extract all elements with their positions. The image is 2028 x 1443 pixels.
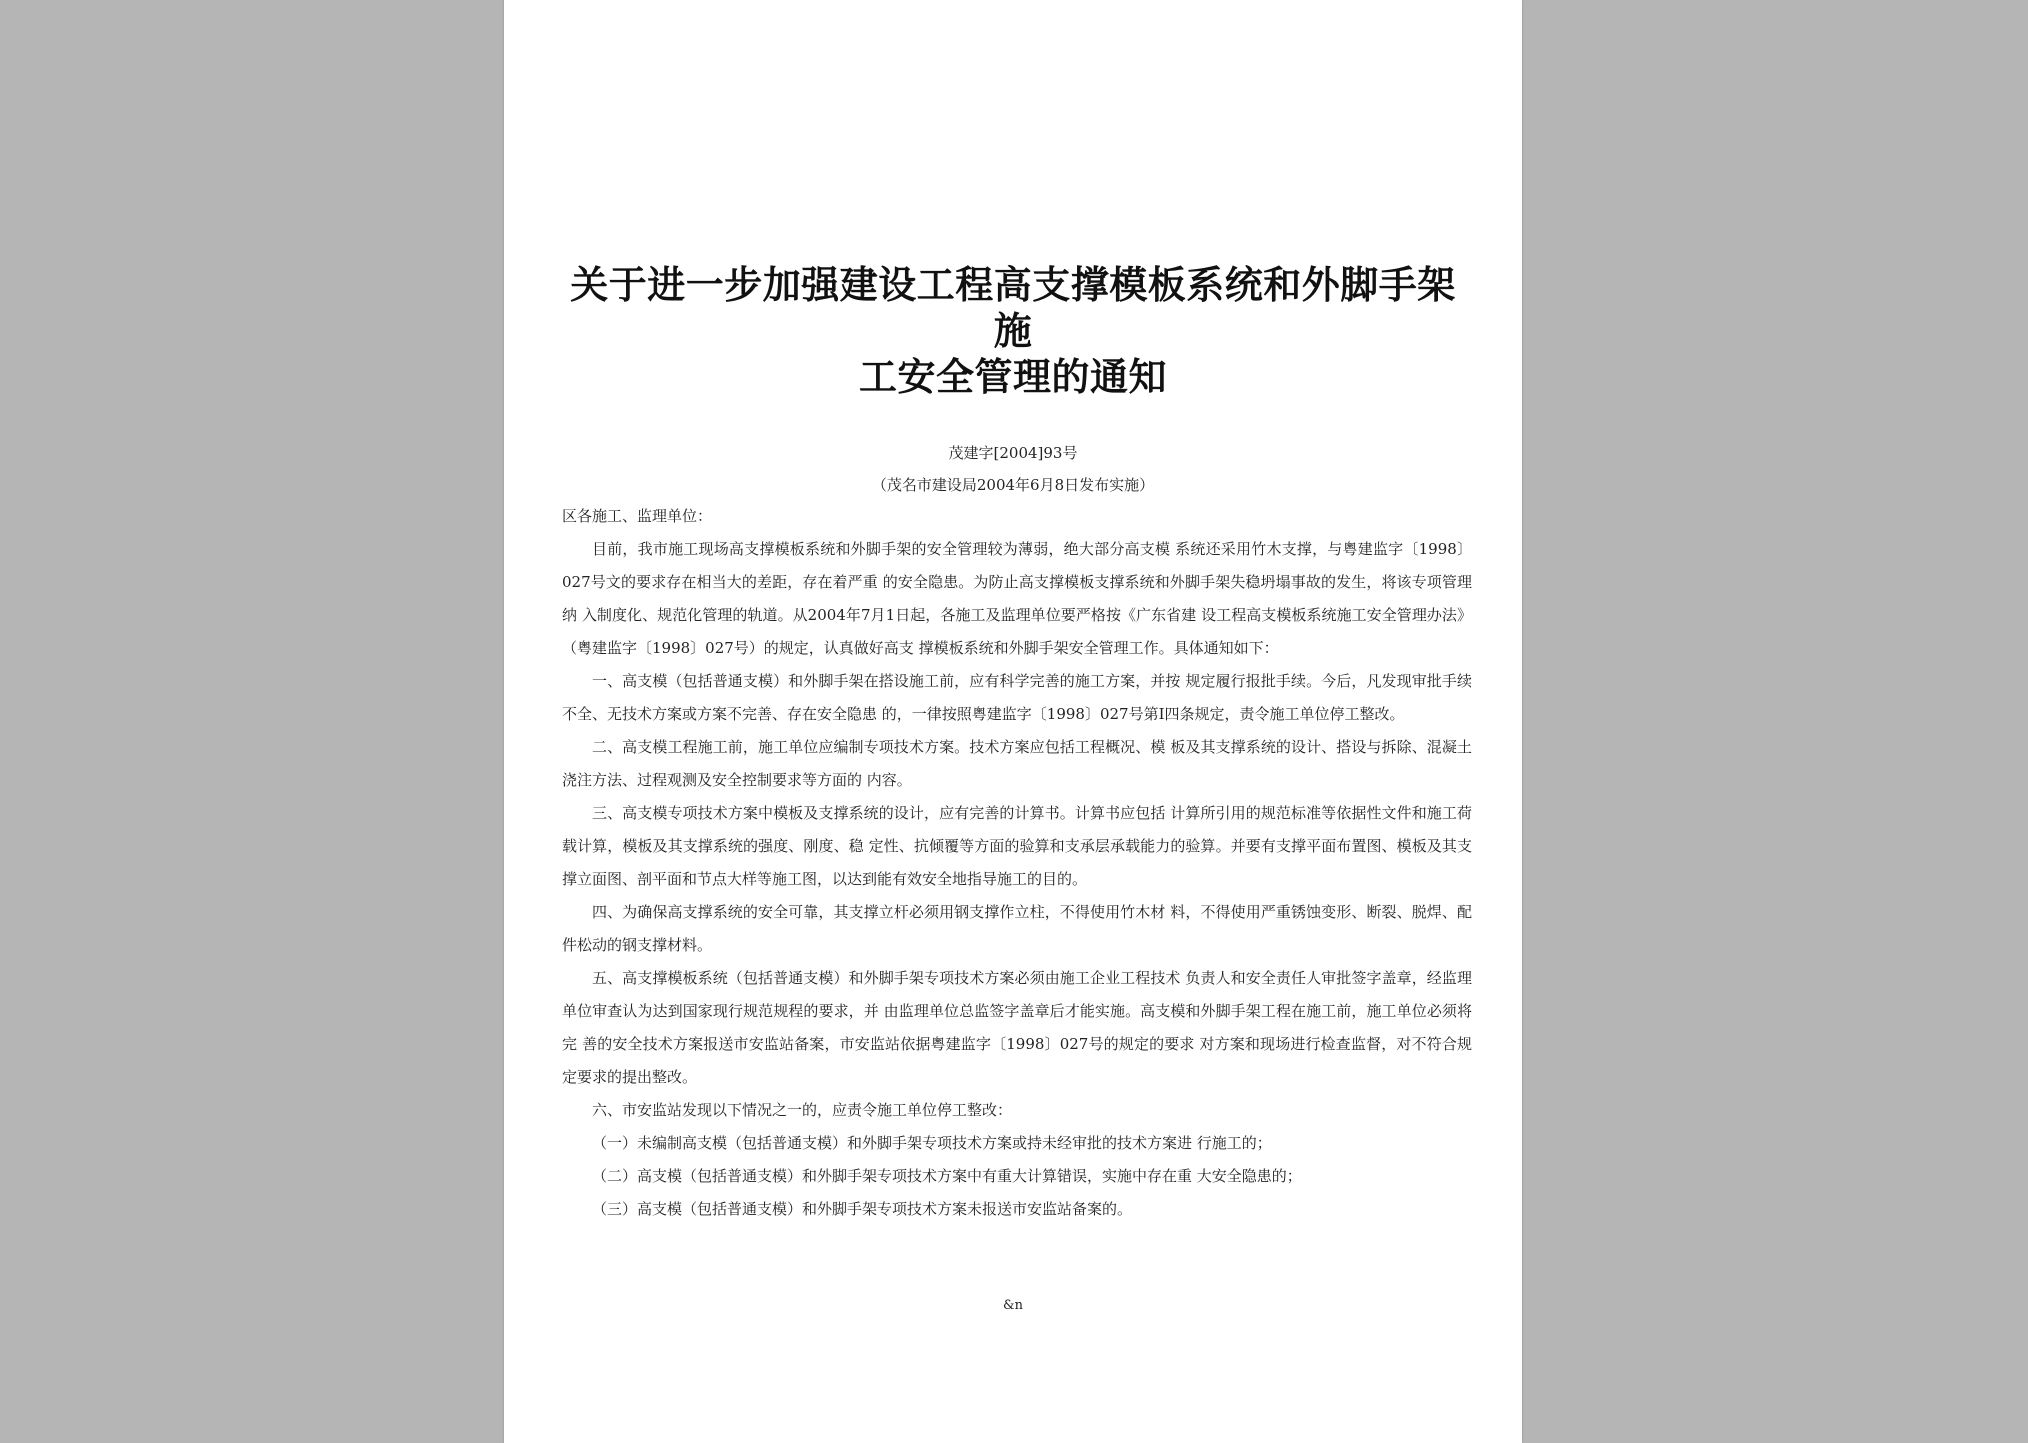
paragraph-intro: 目前，我市施工现场高支撑模板系统和外脚手架的安全管理较为薄弱，绝大部分高支模 系统还采用竹木支撑，与粤建监字〔1998〕027号文的要求存在相当大的差距，存在着严重 的安全隐患。为防止高支撑模板支撑系统和外脚手架失稳坍塌事故的发生，将该专项管理纳 入制度化、规范化管理的轨道。从2004年7月1日起，各施工及监理单位要严格按《广东省建 设工程高支模板系统施工安全管理办法》（粤建监字〔1998〕027号）的规定，认真做好高支 撑模板系统和外脚手架安全管理工作。具体通知如下： xyxy=(562,540,1472,657)
document-title xyxy=(564,262,1462,400)
salutation: 区各施工、监理单位： xyxy=(562,507,713,525)
document-page xyxy=(504,0,1522,1443)
sub-item-1: （一）未编制高支模（包括普通支模）和外脚手架专项技术方案或持未经审批的技术方案进 行施工的； xyxy=(592,1134,1272,1152)
title-line-1: 关于进一步加强建设工程高支撑模板系统和外脚手架施 xyxy=(570,262,1456,353)
title-line-2: 工安全管理的通知 xyxy=(858,354,1167,399)
sub-item-3: （三）高支模（包括普通支模）和外脚手架专项技术方案未报送市安监站备案的。 xyxy=(592,1200,1133,1218)
paragraph-item-6: 六、市安监站发现以下情况之一的，应责令施工单位停工整改： xyxy=(592,1101,1013,1119)
page-number: &n xyxy=(1003,1298,1023,1313)
issue-note: （茂名市建设局2004年6月8日发布实施） xyxy=(871,476,1155,494)
document-body xyxy=(562,500,1472,1226)
document-number: 茂建字[2004]93号 xyxy=(948,444,1078,462)
sub-item-2: （二）高支模（包括普通支模）和外脚手架专项技术方案中有重大计算错误，实施中存在重 大安全隐患的； xyxy=(592,1167,1302,1185)
paragraph-item-3: 三、高支模专项技术方案中模板及支撑系统的设计，应有完善的计算书。计算书应包括 计算所引用的规范标准等依据性文件和施工荷载计算，模板及其支撑系统的强度、刚度、稳 定性、抗倾覆等方面的验算和支承层承载能力的验算。并要有支撑平面布置图、模板及其支 撑立面图、剖平面和节点大样等施工图，以达到能有效安全地指导施工的目的。 xyxy=(562,804,1472,888)
paragraph-item-4: 四、为确保高支撑系统的安全可靠，其支撑立杆必须用钢支撑作立柱，不得使用竹木材 料，不得使用严重锈蚀变形、断裂、脱焊、配件松动的钢支撑材料。 xyxy=(562,903,1472,954)
paragraph-item-2: 二、高支模工程施工前，施工单位应编制专项技术方案。技术方案应包括工程概况、模 板及其支撑系统的设计、搭设与拆除、混凝土浇注方法、过程观测及安全控制要求等方面的 内容。 xyxy=(562,738,1472,789)
paragraph-item-1: 一、高支模（包括普通支模）和外脚手架在搭设施工前，应有科学完善的施工方案，并按 规定履行报批手续。今后，凡发现审批手续不全、无技术方案或方案不完善、存在安全隐患 的，一律按照粤建监字〔1998〕027号第Ⅰ四条规定，责令施工单位停工整改。 xyxy=(562,672,1472,723)
paragraph-item-5: 五、高支撑模板系统（包括普通支模）和外脚手架专项技术方案必须由施工企业工程技术 负责人和安全责任人审批签字盖章，经监理单位审查认为达到国家现行规范规程的要求，并 由监理单位总监签字盖章后才能实施。高支模和外脚手架工程在施工前，施工单位必须将完 善的安全技术方案报送市安监站备案，市安监站依据粤建监字〔1998〕027号的规定的要求 对方案和现场进行检查监督，对不符合规定要求的提出整改。 xyxy=(562,969,1472,1086)
